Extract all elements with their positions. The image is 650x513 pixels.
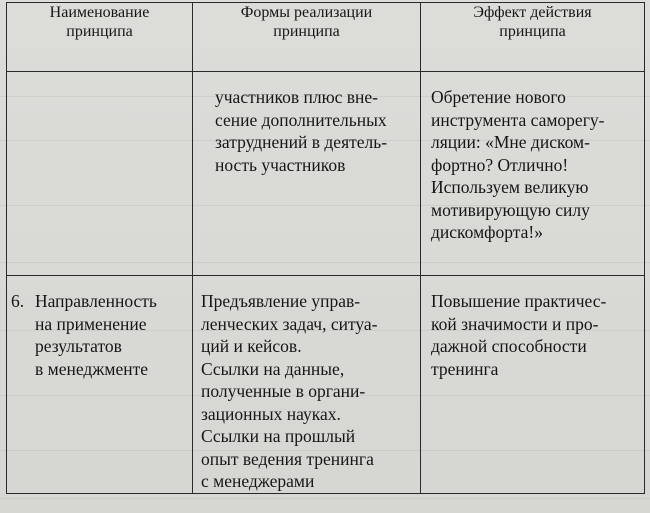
text-line: ций и кейсов. — [201, 336, 302, 356]
text-line: в менеджменте — [35, 358, 148, 379]
text-line: сение дополнительных — [215, 109, 387, 130]
text-line: ленческих задач, ситуа- — [201, 313, 378, 334]
table-row — [7, 276, 645, 494]
text-line: Ссылки на прошлый — [201, 426, 356, 446]
principles-table — [6, 2, 645, 494]
header-line: Наименование — [49, 4, 150, 21]
header-line: принципа — [499, 23, 566, 40]
cell-implementation-forms — [193, 72, 421, 276]
header-line: Формы реализации — [240, 4, 373, 21]
text-line: с менеджерами — [201, 471, 315, 491]
text-line: тренинга — [431, 358, 499, 379]
header-line: принципа — [66, 23, 133, 40]
header-line: Эффект действия — [473, 4, 592, 21]
text-line: фортно? Отлично! — [431, 154, 569, 175]
text-line: затруднений в деятель- — [215, 132, 388, 152]
text-line: результатов — [35, 336, 122, 356]
text-line: Повышение практичес- — [431, 291, 607, 311]
text-line: ляции: «Мне диском- — [431, 132, 590, 152]
text-line: инструмента саморегу- — [431, 109, 605, 130]
row-number: 6. — [11, 291, 25, 311]
table-header-row — [7, 3, 645, 72]
table-row — [7, 72, 645, 276]
text-line: Обретение нового — [431, 87, 566, 107]
cell-principle-effect — [421, 276, 645, 494]
text-line: дискомфорта!» — [431, 222, 543, 242]
cell-principle-name — [7, 276, 193, 494]
header-principle-name — [7, 3, 193, 72]
header-principle-effect — [421, 3, 645, 72]
text-line: опыт ведения тренинга — [201, 448, 374, 469]
cell-principle-effect — [421, 72, 645, 276]
text-line: ность участников — [215, 154, 346, 175]
text-line: участников плюс вне- — [215, 87, 379, 107]
text-line: Предъявление управ- — [201, 291, 361, 311]
cell-principle-name — [7, 72, 193, 276]
text-line: дажной способности — [431, 336, 587, 356]
cell-implementation-forms — [193, 276, 421, 494]
text-line: на применение — [35, 313, 147, 334]
header-line: принципа — [273, 23, 340, 40]
header-implementation-forms — [193, 3, 421, 72]
text-line: Используем великую — [431, 177, 589, 197]
text-line: кой значимости и про- — [431, 313, 599, 334]
text-line: зационных науках. — [201, 403, 341, 424]
text-line: Направленность — [35, 291, 157, 311]
text-line: мотивирующую силу — [431, 199, 590, 220]
text-line: Ссылки на данные, — [201, 358, 345, 379]
text-line: полученные в органи- — [201, 381, 366, 401]
